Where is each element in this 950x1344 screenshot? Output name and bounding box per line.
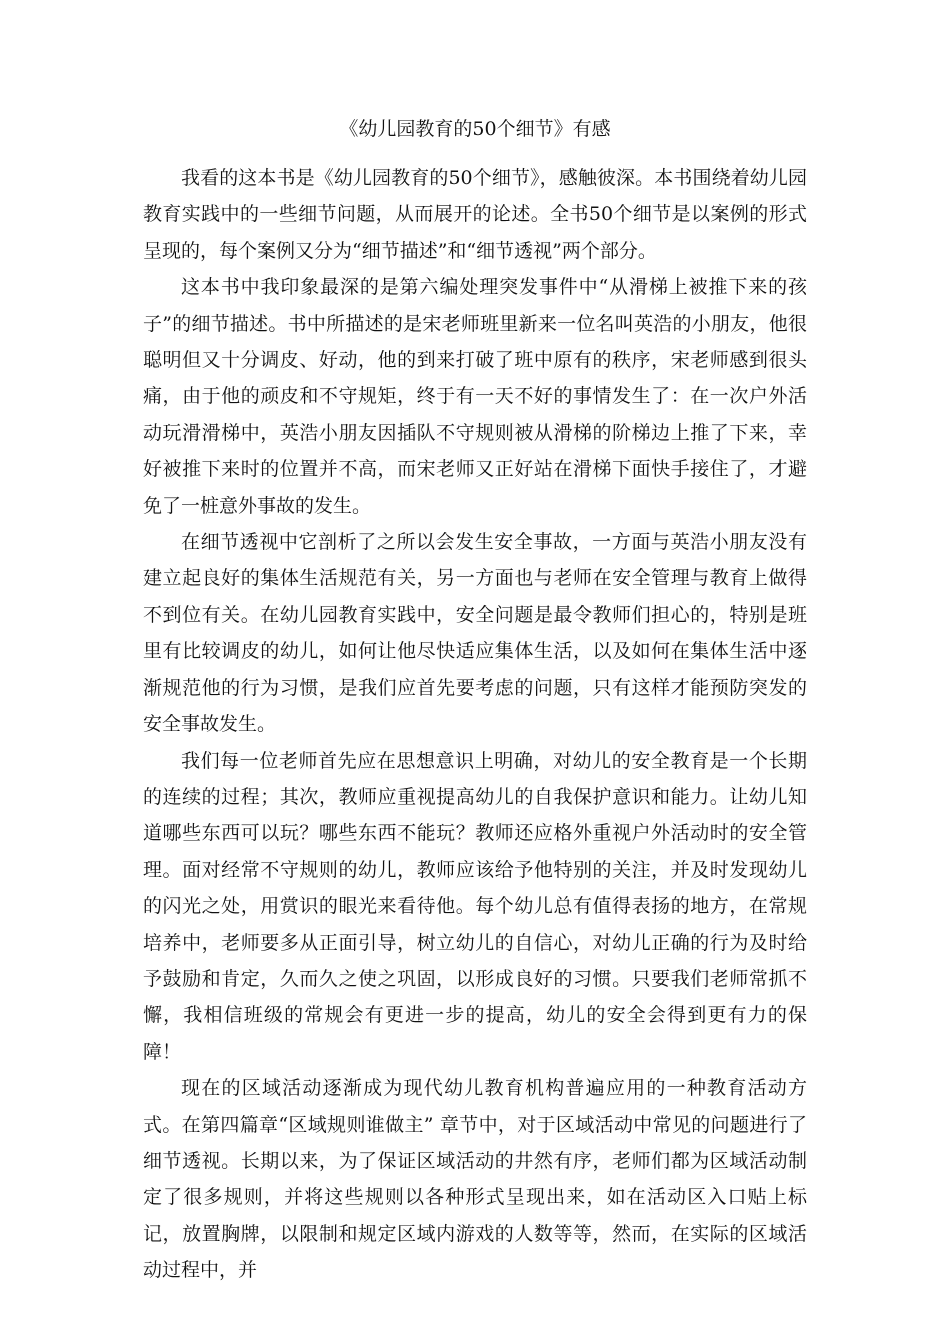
document-title: 《幼儿园教育的50个细节》有感 <box>339 118 611 140</box>
paragraph-3: 在细节透视中它剖析了之所以会发生安全事故，一方面与英浩小朋友没有建立起良好的集体生活规范有关，另一方面也与老师在安全管理与教育上做得不到位有关。在幼儿园教育实践中，安全问题是最令教师们担心的，特别是班里有比较调皮的幼儿，如何让他尽快适应集体生活，以及如何在集体生活中逐渐规范他的行为习惯，是我们应首先要考虑的问题，只有这样才能预防突发的安全事故发生。 <box>143 531 807 736</box>
paragraph-5: 现在的区域活动逐渐成为现代幼儿教育机构普遍应用的一种教育活动方式。在第四篇章“区域规则谁做主” 章节中，对于区域活动中常见的问题进行了细节透视。长期以来，为了保证区域活动的井然有序，老师们都为区域活动制定了很多规则，并将这些规则以各种形式呈现出来，如在活动区入口贴上标记，放置胸牌，以限制和规定区域内游戏的人数等等，然而，在实际的区域活动过程中，并 <box>143 1077 807 1282</box>
paragraph-4: 我们每一位老师首先应在思想意识上明确，对幼儿的安全教育是一个长期的连续的过程；其次，教师应重视提高幼儿的自我保护意识和能力。让幼儿知道哪些东西可以玩？哪些东西不能玩？教师还应格外重视户外活动时的安全管理。面对经常不守规则的幼儿，教师应该给予他特别的关注，并及时发现幼儿的闪光之处，用赏识的眼光来看待他。每个幼儿总有值得表扬的地方，在常规培养中，老师要多从正面引导，树立幼儿的自信心，对幼儿正确的行为及时给予鼓励和肯定，久而久之使之巩固，以形成良好的习惯。只要我们老师常抓不懈，我相信班级的常规会有更进一步的提高，幼儿的安全会得到更有力的保障！ <box>143 749 807 1063</box>
paragraph-1: 我看的这本书是《幼儿园教育的50个细节》，感触彼深。本书围绕着幼儿园教育实践中的一些细节问题，从而展开的论述。全书50个细节是以案例的形式呈现的，每个案例又分为“细节描述”和“细节透视”两个部分。 <box>143 167 807 262</box>
paragraph-2: 这本书中我印象最深的是第六编处理突发事件中“从滑梯上被推下来的孩子”的细节描述。书中所描述的是宋老师班里新来一位名叫英浩的小朋友，他很聪明但又十分调皮、好动，他的到来打破了班中原有的秩序，宋老师感到很头痛，由于他的顽皮和不守规矩，终于有一天不好的事情发生了：在一次户外活动玩滑滑梯中，英浩小朋友因插队不守规则被从滑梯的阶梯边上推了下来，幸好被推下来时的位置并不高，而宋老师又正好站在滑梯下面快手接住了，才避免了一桩意外事故的发生。 <box>143 276 807 517</box>
document-body <box>143 160 807 1289</box>
